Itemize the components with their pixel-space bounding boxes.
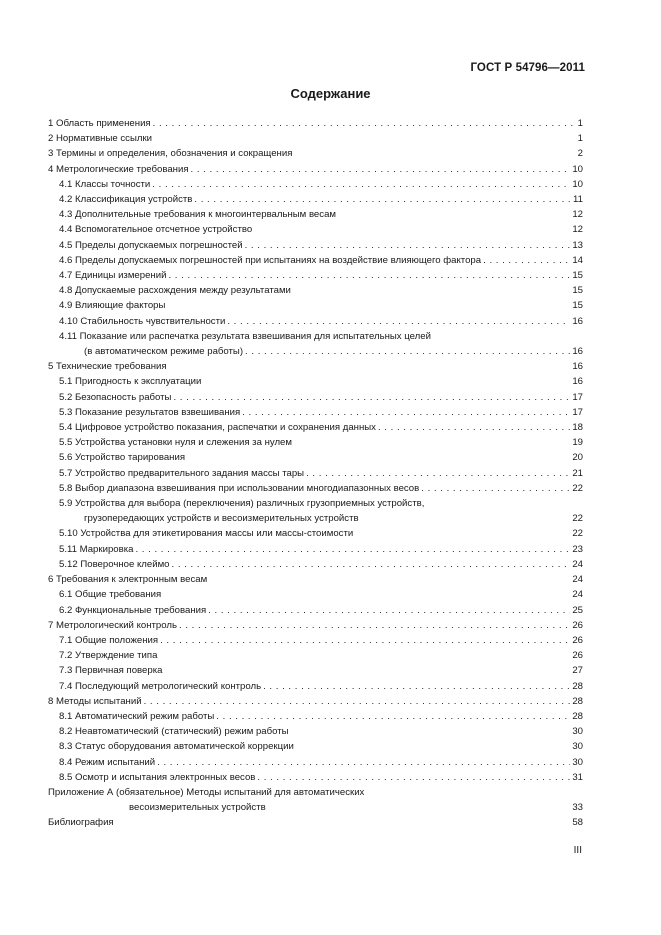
toc-entry-page: 24 [572, 589, 583, 601]
toc-entry-page: 2 [577, 148, 583, 160]
toc-entry-page: 27 [572, 665, 583, 677]
toc-entry-title: 7 Метрологический контроль [48, 619, 177, 631]
toc-entry-title: 8.5 Осмотр и испытания электронных весов [59, 771, 256, 783]
toc-entry-title: 3 Термины и определения, обозначения и сокращения [48, 148, 293, 160]
toc-entry [48, 755, 583, 770]
toc-entry-page: 13 [572, 239, 583, 251]
toc-entry-page: 17 [572, 391, 583, 403]
toc-entry-title: Библиография [48, 817, 114, 829]
leader-dots [152, 177, 570, 187]
toc-entry [48, 390, 583, 405]
leader-dots [135, 542, 570, 552]
toc-entry-title: 4.7 Единицы измерений [59, 270, 167, 282]
toc-entry [48, 572, 583, 587]
toc-entry [48, 146, 583, 161]
leader-dots [257, 770, 570, 780]
toc-entry [48, 739, 583, 754]
toc-entry [48, 709, 583, 724]
toc-entry [48, 694, 583, 709]
leader-dots [157, 755, 570, 765]
toc-entry-page: 25 [572, 604, 583, 616]
toc-entry-title: 4.1 Классы точности [59, 178, 151, 190]
toc-entry-page: 15 [572, 270, 583, 282]
leader-dots [203, 375, 570, 385]
leader-dots [227, 314, 570, 324]
leader-dots [294, 147, 575, 157]
page-number: III [573, 845, 582, 856]
toc-entry-title: 8.1 Автоматический режим работы [59, 710, 215, 722]
toc-entry [48, 526, 583, 541]
toc-entry [48, 603, 583, 618]
toc-entry-title: 5.6 Устройство тарирования [59, 452, 186, 464]
toc-entry [48, 298, 583, 313]
toc-entry-multiline [48, 329, 583, 359]
toc-entry [48, 314, 583, 329]
toc-entry-page: 17 [572, 406, 583, 418]
toc-entry [48, 222, 583, 237]
toc-entry-title: Приложение А (обязательное) Методы испытаний для автоматических [48, 786, 365, 798]
leader-dots [483, 253, 570, 263]
toc-entry-page: 16 [572, 315, 583, 327]
toc-entry [48, 177, 583, 192]
toc-entry [48, 253, 583, 268]
toc-entry [48, 420, 583, 435]
toc-entry [48, 238, 583, 253]
table-of-contents [48, 116, 583, 831]
toc-entry-title: 5.8 Выбор диапазона взвешивания при использовании многодиапазонных весов [59, 482, 420, 494]
toc-entry [48, 481, 583, 496]
toc-entry-page: 26 [572, 634, 583, 646]
toc-entry [48, 800, 583, 815]
toc-entry-page: 16 [572, 346, 583, 358]
leader-dots [294, 436, 570, 446]
toc-entry-title: 6.2 Функциональные требования [59, 604, 207, 616]
toc-entry-page: 1 [577, 118, 583, 129]
toc-entry-title: 4 Метрологические требования [48, 163, 189, 175]
leader-dots [164, 664, 570, 674]
leader-dots [173, 390, 570, 400]
toc-entry [48, 374, 583, 389]
leader-dots [159, 649, 570, 659]
toc-entry-title: 4.5 Пределы допускаемых погрешностей [59, 239, 243, 251]
toc-entry [48, 435, 583, 450]
toc-entry [48, 268, 583, 283]
leader-dots [338, 208, 570, 218]
leader-dots [306, 466, 570, 476]
toc-entry-page: 22 [572, 513, 583, 525]
toc-entry-title: 4.8 Допускаемые расхождения между результатами [59, 285, 291, 297]
toc-entry-page: 20 [572, 452, 583, 464]
toc-entry-page: 31 [572, 771, 583, 783]
toc-entry-title: 5.3 Показание результатов взвешивания [59, 406, 241, 418]
toc-entry [48, 450, 583, 465]
toc-entry-title: 8.2 Неавтоматический (статический) режим работы [59, 726, 289, 738]
toc-entry [48, 283, 583, 298]
leader-dots [378, 420, 570, 430]
toc-entry-multiline [48, 785, 583, 815]
toc-entry-page: 18 [572, 422, 583, 434]
leader-dots [245, 238, 571, 248]
leader-dots [245, 344, 570, 354]
toc-entry [48, 648, 583, 663]
toc-entry-title: грузопередающих устройств и весоизмерительных устройств [84, 513, 359, 525]
leader-dots [355, 527, 570, 537]
leader-dots [209, 573, 570, 583]
toc-entry-page: 10 [572, 163, 583, 175]
toc-entry [48, 663, 583, 678]
toc-entry-title: 4.6 Пределы допускаемых погрешностей при испытаниях на воздействие влияющего фактора [59, 254, 482, 266]
toc-entry [48, 542, 583, 557]
toc-entry-title: 6 Требования к электронным весам [48, 574, 208, 586]
toc-entry-title: 8 Методы испытаний [48, 695, 142, 707]
toc-entry-page: 12 [572, 224, 583, 236]
toc-entry [48, 511, 583, 526]
toc-entry [48, 466, 583, 481]
toc-entry [48, 131, 583, 146]
toc-entry-title: 7.4 Последующий метрологический контроль [59, 680, 262, 692]
toc-entry [48, 116, 583, 131]
toc-entry-title: 7.2 Утверждение типа [59, 650, 158, 662]
toc-entry-page: 11 [573, 194, 583, 206]
leader-dots [160, 633, 570, 643]
leader-dots [296, 740, 571, 750]
toc-entry-title: 5 Технические требования [48, 361, 167, 373]
toc-entry-title: 4.10 Стабильность чувствительности [59, 315, 226, 327]
toc-entry-title: 7.1 Общие положения [59, 634, 159, 646]
toc-entry-page: 30 [572, 741, 583, 753]
toc-entry-title: (в автоматическом режиме работы) [84, 346, 244, 358]
leader-dots [268, 801, 571, 811]
toc-entry-title: 8.3 Статус оборудования автоматической коррекции [59, 741, 294, 753]
toc-entry-page: 22 [572, 482, 583, 494]
leader-dots [242, 405, 570, 415]
toc-entry-page: 16 [572, 361, 583, 373]
toc-entry-page: 24 [572, 558, 583, 570]
toc-entry-page: 15 [572, 300, 583, 312]
leader-dots [291, 725, 571, 735]
toc-entry-page: 19 [572, 437, 583, 449]
toc-entry-page: 21 [572, 467, 583, 479]
toc-entry-title: 5.7 Устройство предварительного задания массы тары [59, 467, 305, 479]
leader-dots [187, 451, 570, 461]
toc-entry-title: 1 Область применения [48, 118, 151, 129]
toc-entry-page: 22 [572, 528, 583, 540]
toc-entry [48, 633, 583, 648]
toc-entry-page: 12 [572, 209, 583, 221]
leader-dots [168, 268, 570, 278]
toc-entry-title: 5.10 Устройства для этикетирования массы или массы-стоимости [59, 528, 354, 540]
toc-entry-page: 30 [572, 756, 583, 768]
leader-dots [163, 588, 570, 598]
leader-dots [167, 299, 570, 309]
toc-entry-page: 23 [572, 543, 583, 555]
toc-entry-page: 16 [572, 376, 583, 388]
toc-entry [48, 162, 583, 177]
leader-dots [208, 603, 570, 613]
toc-entry-page: 30 [572, 726, 583, 738]
toc-entry-page: 24 [572, 574, 583, 586]
toc-entry-page: 28 [572, 695, 583, 707]
leader-dots [116, 816, 571, 826]
toc-entry-page: 33 [572, 802, 583, 814]
page-title: Содержание [290, 86, 371, 101]
toc-entry-page: 26 [572, 619, 583, 631]
leader-dots [153, 116, 576, 126]
toc-entry-title: 5.5 Устройства установки нуля и слежения за нулем [59, 437, 292, 449]
leader-dots [421, 481, 570, 491]
toc-entry-page: 28 [572, 680, 583, 692]
leader-dots [144, 694, 571, 704]
toc-entry-page: 28 [572, 710, 583, 722]
toc-entry [48, 618, 583, 633]
toc-entry [48, 557, 583, 572]
toc-entry-title: 4.3 Дополнительные требования к многоинтервальным весам [59, 209, 336, 221]
leader-dots [179, 618, 570, 628]
toc-entry-page: 1 [577, 133, 583, 145]
toc-entry-page: 58 [572, 817, 583, 829]
toc-entry [48, 344, 583, 359]
toc-entry-title: 5.12 Поверочное клеймо [59, 558, 170, 570]
toc-entry-title: 5.1 Пригодность к эксплуатации [59, 376, 202, 388]
toc-entry-page: 10 [572, 178, 583, 190]
toc-entry [48, 587, 583, 602]
leader-dots [191, 162, 571, 172]
toc-entry-page: 26 [572, 650, 583, 662]
toc-entry [48, 770, 583, 785]
toc-entry-page: 14 [572, 254, 583, 266]
toc-entry-multiline [48, 496, 583, 526]
leader-dots [263, 679, 570, 689]
leader-dots [154, 132, 576, 142]
toc-entry [48, 359, 583, 374]
toc-entry-title: 5.2 Безопасность работы [59, 391, 172, 403]
toc-entry [48, 207, 583, 222]
toc-entry-title: 5.11 Маркировка [59, 543, 134, 555]
toc-entry [48, 815, 583, 830]
toc-entry-title: весоизмерительных устройств [129, 802, 266, 814]
toc-entry [48, 679, 583, 694]
leader-dots [254, 223, 570, 233]
leader-dots [172, 557, 571, 567]
toc-entry-title: 4.2 Классификация устройств [59, 194, 193, 206]
toc-entry-title: 8.4 Режим испытаний [59, 756, 156, 768]
toc-entry-title: 5.4 Цифровое устройство показания, распечатки и сохранения данных [59, 422, 376, 434]
toc-entry [48, 405, 583, 420]
toc-entry-title: 4.4 Вспомогательное отсчетное устройство [59, 224, 253, 236]
toc-entry [48, 192, 583, 207]
toc-entry-title: 5.9 Устройства для выбора (переключения) различных грузоприемных устройств, [59, 498, 425, 510]
toc-entry [48, 724, 583, 739]
leader-dots [194, 192, 571, 202]
toc-entry-title: 4.11 Показание или распечатка результата взвешивания для испытательных целей [59, 330, 431, 342]
toc-entry-title: 4.9 Влияющие факторы [59, 300, 166, 312]
leader-dots [216, 709, 570, 719]
leader-dots [293, 284, 570, 294]
leader-dots [361, 512, 571, 522]
toc-entry-page: 15 [572, 285, 583, 297]
leader-dots [169, 360, 571, 370]
toc-entry-title: 7.3 Первичная поверка [59, 665, 163, 677]
document-header-code: ГОСТ Р 54796—2011 [470, 62, 585, 74]
toc-entry-title: 6.1 Общие требования [59, 589, 162, 601]
toc-entry-title: 2 Нормативные ссылки [48, 133, 153, 145]
